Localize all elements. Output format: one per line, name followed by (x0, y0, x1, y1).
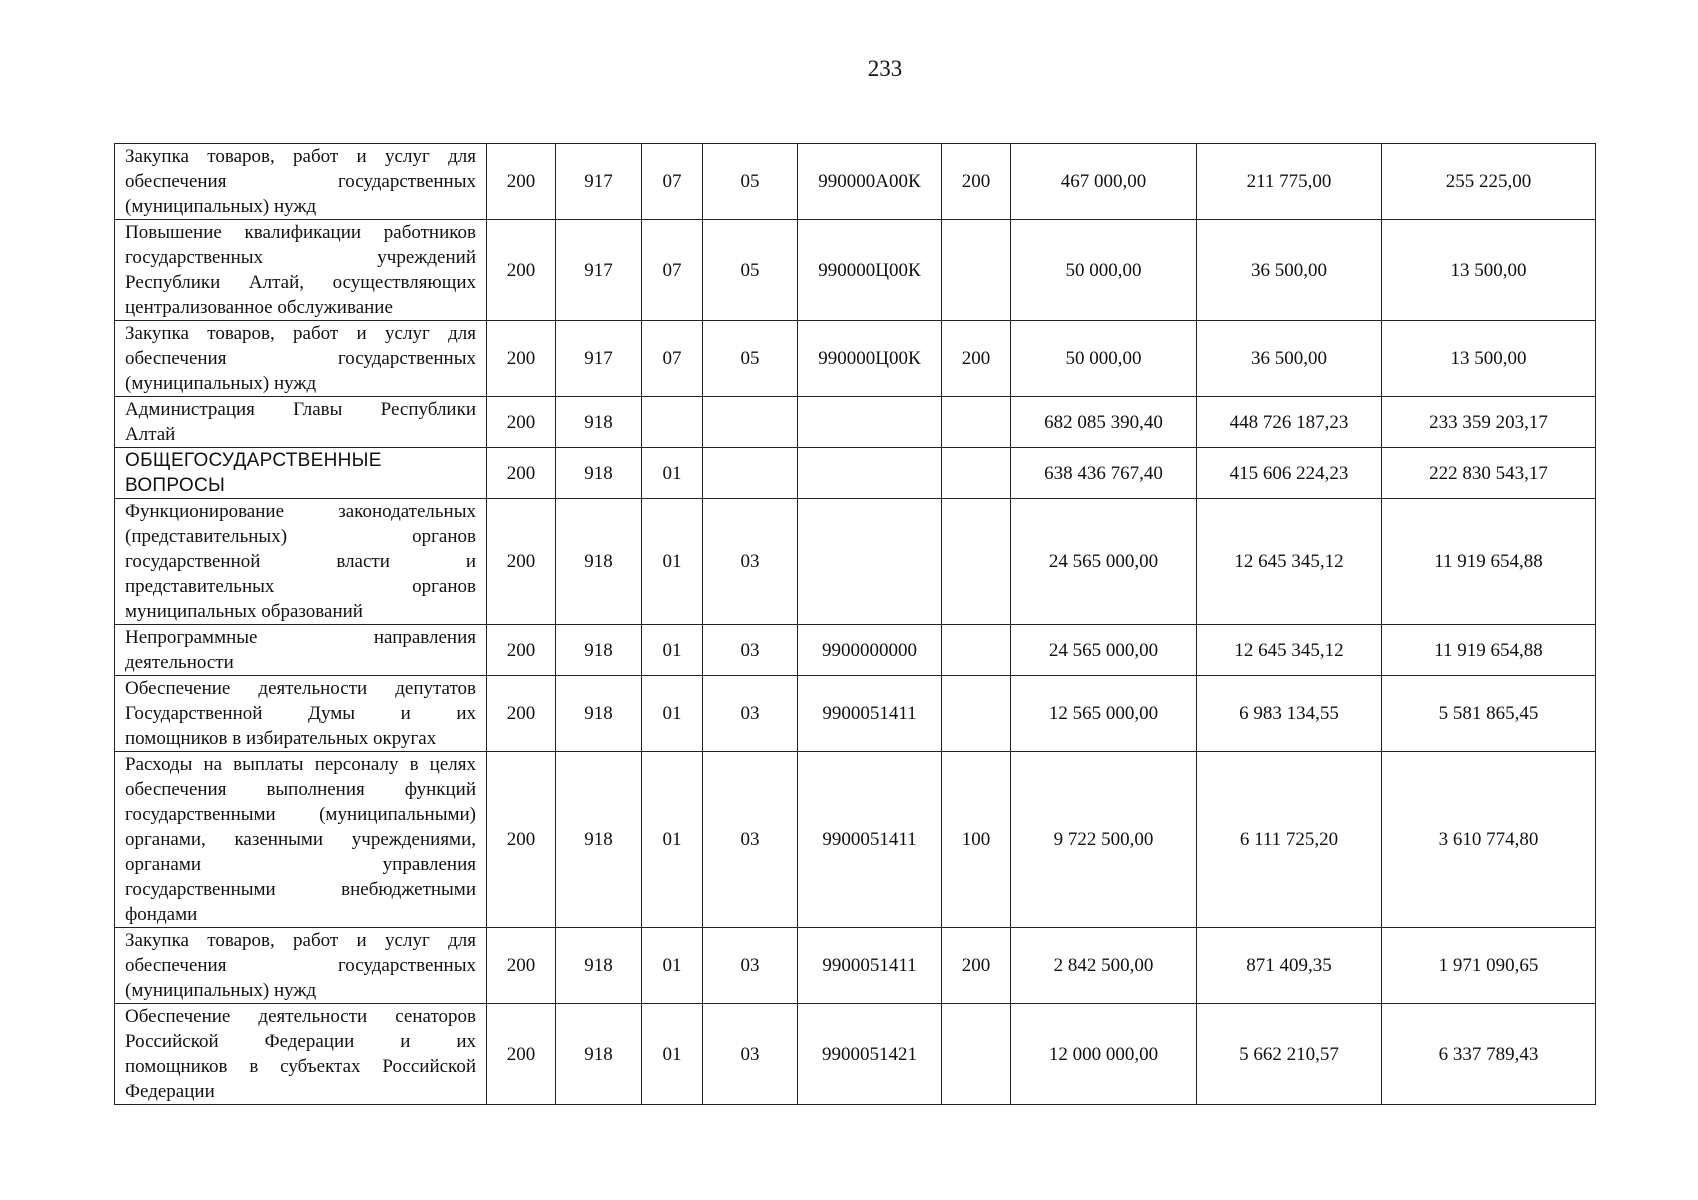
table-row (115, 752, 1596, 928)
remaining-amount-cell: 222 830 543,17 (1382, 448, 1596, 499)
item-name-line: Закупка товаров, работ и услуг для (125, 146, 476, 167)
approved-amount-cell: 12 565 000,00 (1011, 676, 1197, 752)
ministry-code-cell: 918 (556, 448, 642, 499)
item-name-cell (115, 752, 487, 928)
table-row (115, 499, 1596, 625)
page-number: 233 (867, 56, 903, 81)
chapter-code-cell: 07 (642, 144, 703, 220)
approved-amount-cell: 12 000 000,00 (1011, 1004, 1197, 1105)
section-code-cell: 200 (487, 928, 556, 1004)
executed-amount-cell: 36 500,00 (1197, 220, 1382, 321)
section-code-cell: 200 (487, 321, 556, 397)
chapter-code-cell (642, 397, 703, 448)
item-name-line: Администрация Главы Республики (125, 399, 476, 420)
ministry-code-cell: 918 (556, 752, 642, 928)
target-article-cell: 9900051411 (798, 752, 942, 928)
item-name-line: органами, казенными учреждениями, (125, 829, 476, 850)
item-name-cell (115, 928, 487, 1004)
target-article-cell: 990000А00К (798, 144, 942, 220)
expense-type-cell: 200 (942, 321, 1011, 397)
subsection-code-cell: 03 (703, 499, 798, 625)
subsection-code-cell: 05 (703, 144, 798, 220)
remaining-amount-cell: 13 500,00 (1382, 321, 1596, 397)
table-row (115, 1004, 1596, 1105)
item-name-line: представительных органов (125, 576, 476, 597)
target-article-cell: 990000Ц00К (798, 321, 942, 397)
remaining-amount-cell: 11 919 654,88 (1382, 625, 1596, 676)
subsection-code-cell (703, 397, 798, 448)
item-name-line: обеспечения государственных (125, 348, 476, 369)
approved-amount-cell: 50 000,00 (1011, 321, 1197, 397)
item-name-line: обеспечения выполнения функций (125, 779, 476, 800)
item-name-line: Функционирование законодательных (125, 501, 476, 522)
ministry-code-cell: 918 (556, 676, 642, 752)
item-name-line: государственных учреждений (125, 247, 476, 268)
approved-amount-cell: 682 085 390,40 (1011, 397, 1197, 448)
item-name-line: государственными (муниципальными) (125, 804, 476, 825)
item-name-line: Обеспечение деятельности депутатов (125, 678, 476, 699)
chapter-code-cell: 01 (642, 676, 703, 752)
chapter-code-cell: 01 (642, 499, 703, 625)
item-name-line: Алтай (125, 424, 176, 445)
item-name-cell (115, 321, 487, 397)
ministry-code-cell: 918 (556, 1004, 642, 1105)
expense-type-cell (942, 448, 1011, 499)
item-name-line: ВОПРОСЫ (125, 475, 226, 496)
table-row (115, 144, 1596, 220)
remaining-amount-cell: 11 919 654,88 (1382, 499, 1596, 625)
approved-amount-cell: 24 565 000,00 (1011, 625, 1197, 676)
item-name-line: Расходы на выплаты персоналу в целях (125, 754, 476, 775)
item-name-cell (115, 1004, 487, 1105)
item-name-line: (муниципальных) нужд (125, 196, 317, 217)
expense-type-cell (942, 676, 1011, 752)
item-name-line: централизованное обслуживание (125, 297, 393, 318)
chapter-code-cell: 07 (642, 220, 703, 321)
approved-amount-cell: 2 842 500,00 (1011, 928, 1197, 1004)
executed-amount-cell: 211 775,00 (1197, 144, 1382, 220)
target-article-cell: 990000Ц00К (798, 220, 942, 321)
remaining-amount-cell: 233 359 203,17 (1382, 397, 1596, 448)
expense-type-cell: 100 (942, 752, 1011, 928)
table-row (115, 625, 1596, 676)
ministry-code-cell: 918 (556, 499, 642, 625)
item-name-cell (115, 499, 487, 625)
expense-type-cell: 200 (942, 144, 1011, 220)
table-body (115, 144, 1596, 1105)
section-code-cell: 200 (487, 1004, 556, 1105)
budget-table (114, 143, 1596, 1105)
approved-amount-cell: 24 565 000,00 (1011, 499, 1197, 625)
expense-type-cell (942, 1004, 1011, 1105)
subsection-code-cell: 03 (703, 625, 798, 676)
approved-amount-cell: 50 000,00 (1011, 220, 1197, 321)
item-name-cell (115, 397, 487, 448)
subsection-code-cell: 03 (703, 676, 798, 752)
item-name-cell (115, 676, 487, 752)
chapter-code-cell: 07 (642, 321, 703, 397)
item-name-line: государственной власти и (125, 551, 476, 572)
item-name-line: помощников в субъектах Российской (125, 1056, 476, 1077)
approved-amount-cell: 9 722 500,00 (1011, 752, 1197, 928)
remaining-amount-cell: 6 337 789,43 (1382, 1004, 1596, 1105)
chapter-code-cell: 01 (642, 752, 703, 928)
item-name-line: органами управления (125, 854, 476, 875)
item-name-line: (муниципальных) нужд (125, 980, 317, 1001)
subsection-code-cell: 03 (703, 752, 798, 928)
target-article-cell (798, 448, 942, 499)
ministry-code-cell: 917 (556, 144, 642, 220)
executed-amount-cell: 12 645 345,12 (1197, 499, 1382, 625)
chapter-code-cell: 01 (642, 1004, 703, 1105)
item-name-line: Повышение квалификации работников (125, 222, 476, 243)
remaining-amount-cell: 13 500,00 (1382, 220, 1596, 321)
item-name-line: ОБЩЕГОСУДАРСТВЕННЫЕ (125, 450, 382, 471)
section-code-cell: 200 (487, 220, 556, 321)
approved-amount-cell: 467 000,00 (1011, 144, 1197, 220)
remaining-amount-cell: 1 971 090,65 (1382, 928, 1596, 1004)
executed-amount-cell: 12 645 345,12 (1197, 625, 1382, 676)
item-name-line: обеспечения государственных (125, 171, 476, 192)
item-name-line: деятельности (125, 652, 234, 673)
target-article-cell: 9900000000 (798, 625, 942, 676)
expense-type-cell (942, 499, 1011, 625)
item-name-line: Республики Алтай, осуществляющих (125, 272, 476, 293)
item-name-line: муниципальных образований (125, 601, 363, 622)
executed-amount-cell: 448 726 187,23 (1197, 397, 1382, 448)
item-name-line: помощников в избирательных округах (125, 728, 437, 749)
executed-amount-cell: 6 983 134,55 (1197, 676, 1382, 752)
ministry-code-cell: 918 (556, 397, 642, 448)
expense-type-cell (942, 220, 1011, 321)
item-name-line: Государственной Думы и их (125, 703, 476, 724)
executed-amount-cell: 871 409,35 (1197, 928, 1382, 1004)
remaining-amount-cell: 3 610 774,80 (1382, 752, 1596, 928)
ministry-code-cell: 917 (556, 321, 642, 397)
table-row (115, 448, 1596, 499)
ministry-code-cell: 918 (556, 928, 642, 1004)
subsection-code-cell: 05 (703, 220, 798, 321)
subsection-code-cell: 03 (703, 928, 798, 1004)
section-code-cell: 200 (487, 752, 556, 928)
item-name-line: Обеспечение деятельности сенаторов (125, 1006, 476, 1027)
target-article-cell: 9900051421 (798, 1004, 942, 1105)
section-code-cell: 200 (487, 397, 556, 448)
table-row (115, 321, 1596, 397)
executed-amount-cell: 36 500,00 (1197, 321, 1382, 397)
item-name-line: Непрограммные направления (125, 627, 476, 648)
expense-type-cell (942, 397, 1011, 448)
chapter-code-cell: 01 (642, 625, 703, 676)
section-code-cell: 200 (487, 499, 556, 625)
item-name-cell (115, 220, 487, 321)
ministry-code-cell: 917 (556, 220, 642, 321)
ministry-code-cell: 918 (556, 625, 642, 676)
executed-amount-cell: 6 111 725,20 (1197, 752, 1382, 928)
section-code-cell: 200 (487, 676, 556, 752)
item-name-line: Закупка товаров, работ и услуг для (125, 930, 476, 951)
item-name-cell (115, 625, 487, 676)
table-row (115, 220, 1596, 321)
table-row (115, 676, 1596, 752)
target-article-cell (798, 499, 942, 625)
expense-type-cell: 200 (942, 928, 1011, 1004)
section-code-cell: 200 (487, 144, 556, 220)
executed-amount-cell: 415 606 224,23 (1197, 448, 1382, 499)
chapter-code-cell: 01 (642, 928, 703, 1004)
target-article-cell: 9900051411 (798, 676, 942, 752)
section-code-cell: 200 (487, 448, 556, 499)
target-article-cell (798, 397, 942, 448)
table-row (115, 397, 1596, 448)
item-name-line: фондами (125, 904, 198, 925)
subsection-code-cell (703, 448, 798, 499)
item-name-line: Федерации (125, 1081, 215, 1102)
executed-amount-cell: 5 662 210,57 (1197, 1004, 1382, 1105)
remaining-amount-cell: 5 581 865,45 (1382, 676, 1596, 752)
item-name-line: (муниципальных) нужд (125, 373, 317, 394)
remaining-amount-cell: 255 225,00 (1382, 144, 1596, 220)
item-name-line: Российской Федерации и их (125, 1031, 476, 1052)
item-name-line: государственными внебюджетными (125, 879, 476, 900)
item-name-cell (115, 448, 487, 499)
subsection-code-cell: 05 (703, 321, 798, 397)
section-code-cell: 200 (487, 625, 556, 676)
approved-amount-cell: 638 436 767,40 (1011, 448, 1197, 499)
chapter-code-cell: 01 (642, 448, 703, 499)
item-name-line: Закупка товаров, работ и услуг для (125, 323, 476, 344)
item-name-line: (представительных) органов (125, 526, 476, 547)
item-name-cell (115, 144, 487, 220)
expense-type-cell (942, 625, 1011, 676)
subsection-code-cell: 03 (703, 1004, 798, 1105)
table-row (115, 928, 1596, 1004)
target-article-cell: 9900051411 (798, 928, 942, 1004)
item-name-line: обеспечения государственных (125, 955, 476, 976)
